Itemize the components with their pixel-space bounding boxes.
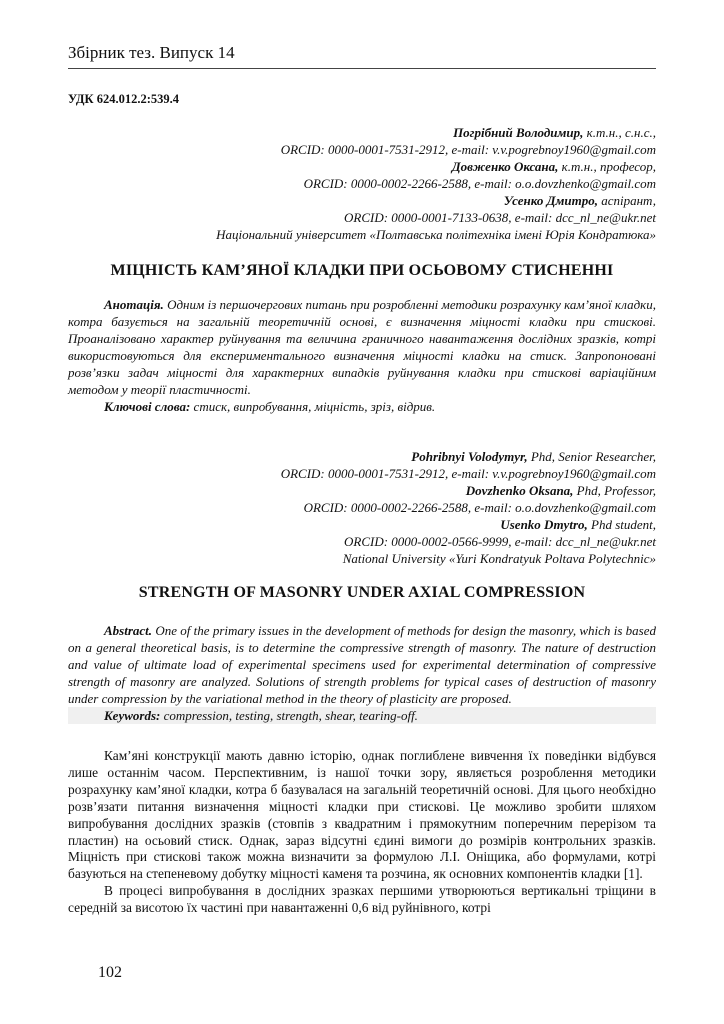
body-text: [68, 748, 656, 917]
udc-code: УДК 624.012.2:539.4: [68, 92, 179, 106]
author-line: ORCID: 0000-0001-7531-2912, e-mail: v.v.pogrebnoy1960@gmail.com: [280, 142, 656, 157]
title-en: STRENGTH OF MASONRY UNDER AXIAL COMPRESSION: [138, 584, 586, 601]
body-paragraph: Кам’яні конструкції мають давню історію, однак поглиблене вивчення їх поведінки відбувся лише останнім часом. Перспективним, із нашої точки зору, являється розроблення методики розрахунку кам’яної кладки, котра б базувалася на загальній теоретичній основі. Для цього необхідно розв’язати питання визначення міцності кладки при стискові. Це можливо зробити шляхом випробування дослідних зразків (стовпів з квадратним і прямокутним поперечним перерізом та пластин) на осьовий стиск. Однак, зараз відсутні єдині вимоги до розмірів контрольних зразків. Міцність при стискові також можна визначити за формулою Л.І. Оніщика, або формулами, котрі базуються на степеневому добутку міцності каменя та розчина, як основних компонентів кладки [1].: [68, 748, 656, 882]
authors-en: [281, 448, 656, 567]
author-line: Погрібний Володимир, к.т.н., с.н.с.,: [453, 125, 656, 140]
title-ua: МІЦНІСТЬ КАМ’ЯНОЇ КЛАДКИ ПРИ ОСЬОВОМУ СТИСНЕННІ: [110, 262, 614, 279]
running-header: Збірник тез. Випуск 14: [68, 42, 656, 69]
author-line: Dovzhenko Oksana, Phd, Professor,: [465, 483, 656, 498]
author-line: Usenko Dmytro, Phd student,: [500, 517, 656, 532]
author-line: Pohribnyi Volodymyr, Phd, Senior Researcher,: [411, 449, 656, 464]
author-line: ORCID: 0000-0001-7133-0638, e-mail: dcc_nl_ne@ukr.net: [344, 210, 656, 225]
abstract-en: [68, 622, 656, 724]
affiliation-en: National University «Yuri Kondratyuk Poltava Polytechnic»: [342, 551, 656, 566]
abstract-en-text: Abstract. One of the primary issues in the development of methods for design the masonry, which is based on a general theoretical basis, is to determine the compressive strength of masonry. The nature of destruction and value of ultimate load of experimental specimens used for experimental determination of compressive strength of masonry are analyzed. Solutions of strength problems for typical cases of destruction of masonry under compression by the variational method in the theory of plasticity are proposed.: [68, 623, 656, 706]
author-line: ORCID: 0000-0002-2266-2588, e-mail: o.o.dovzhenko@gmail.com: [303, 176, 656, 191]
author-line: Довженко Оксана, к.т.н., професор,: [451, 159, 656, 174]
author-line: ORCID: 0000-0002-0566-9999, e-mail: dcc_nl_ne@ukr.net: [344, 534, 656, 549]
author-line: Усенко Дмитро, аспірант,: [503, 193, 656, 208]
page-number: 102: [98, 964, 122, 981]
abstract-ua: [68, 296, 656, 415]
abstract-ua-text: Анотація. Одним із першочергових питань при розробленні методики розрахунку кам’яної кладки, котра базується на загальній теоретичній основі, є визначення міцності кладки при стискові. Проаналізовано характер руйнування та величина граничного навантаження дослідних зразків, котрі використовуються для експериментального визначення міцності кладки на стиск. Запропоновані розв’язки задач міцності для характерних випадків руйнування кладки при стискові варіаційним методом у теорії пластичності.: [68, 297, 656, 397]
affiliation-ua: Національний університет «Полтавська політехніка імені Юрія Кондратюка»: [216, 227, 656, 242]
body-paragraph: В процесі випробування в дослідних зразках першими утворюються вертикальні тріщини в середній за висотою їх частині при навантаженні 0,6 від руйнівного, котрі: [68, 883, 656, 916]
author-line: ORCID: 0000-0002-2266-2588, e-mail: o.o.dovzhenko@gmail.com: [303, 500, 656, 515]
authors-ua: [216, 124, 656, 243]
author-line: ORCID: 0000-0001-7531-2912, e-mail: v.v.pogrebnoy1960@gmail.com: [280, 466, 656, 481]
keywords-en: Keywords: compression, testing, strength, shear, tearing-off.: [68, 707, 656, 724]
keywords-ua: Ключові слова: стиск, випробування, міцність, зріз, відрив.: [104, 399, 436, 414]
